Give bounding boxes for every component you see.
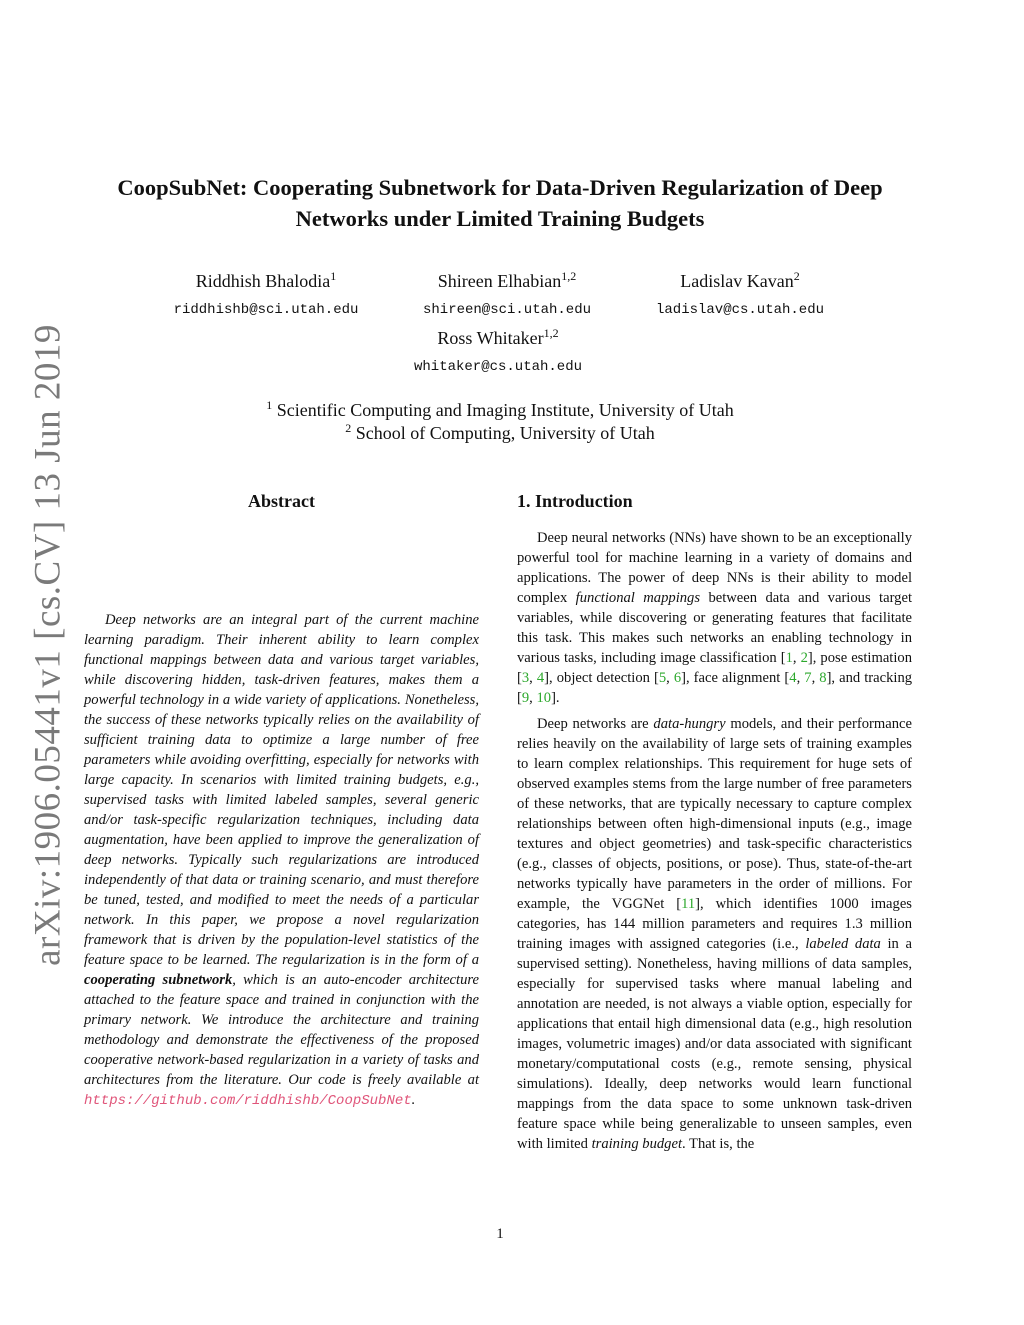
citation-link[interactable]: 3 (521, 670, 530, 686)
citation-link[interactable]: 8 (819, 670, 827, 686)
citation-link[interactable]: 4 (536, 670, 545, 686)
author-name: Shireen Elhabian$^{1,2}$ (437, 269, 577, 291)
author-block (368, 327, 628, 376)
affiliation: $^1$ Scientific Computing and Imaging Institute, University of Utah (266, 398, 734, 420)
author-name: Riddhish Bhalodia$^1$ (195, 269, 337, 291)
abstract-heading: Abstract (248, 491, 315, 511)
abstract-bold-term: cooperating subnetwork (84, 972, 233, 988)
author-email[interactable]: ladislav@cs.utah.edu (655, 302, 825, 318)
citation-link[interactable]: 2 (800, 650, 808, 666)
author-email[interactable]: riddhishb@sci.utah.edu (173, 302, 359, 318)
intro-paragraph-2: Deep networks are data-hungry models, and their performance relies heavily on the availability of large sets of training examples to learn complex relationships. This requirement for huge sets of observed examples stems from the large number of free parameters of these networks, that are typically necessary to capture complex relationships between often high-dimensional inputs (e.g., image textures and object geometries) and task-specific characteristics (e.g., classes of objects, positions, or pose). Thus, state-of-the-art networks typically have parameters in the order of millions. For example, the VGGNet [11], which identifies 1000 images categories, has 144 million parameters and requires 1.3 million training images with assigned categories (i.e., labeled data in a supervised setting). Nonetheless, having millions of data samples, especially for supervised tasks where manual labeling and annotation are needed, is not always a viable option, especially for applications that entail high dimensional data (e.g., high resolution images, volumetric images) and/or data associated with significant monetary/computational costs (e.g., remote sensing, physical simulations). Ideally, deep networks would learn functional mappings from the data space to some unknown task-driven feature space while being generalizable to unseen samples, even with limited training budget. That is, the (517, 716, 912, 1152)
author-email[interactable]: shireen@sci.utah.edu (422, 302, 592, 318)
paper-title (80, 172, 920, 234)
introduction-text (517, 528, 912, 1160)
arxiv-stamp[interactable]: arXiv:1906.05441v1 [cs.CV] 13 Jun 2019 (27, 324, 69, 966)
author-name: Ladislav Kavan$^2$ (680, 269, 800, 291)
intro-paragraph-1: Deep neural networks (NNs) have shown to be an exceptionally powerful tool for machine learning in a variety of domains and applications. The power of deep NNs is their ability to model complex functional mappings between data and various target variables, while discovering or generating features that facilitate this task. This makes such networks an enabling technology in various tasks, including image classification [1, 2], pose estimation [3, 4], object detection [5, 6], face alignment [4, 7, 8], and tracking [9, 10]. (517, 530, 913, 706)
author-email[interactable]: whitaker@cs.utah.edu (413, 359, 583, 375)
introduction-heading: 1. Introduction (517, 491, 633, 511)
author-name: Ross Whitaker$^{1,2}$ (437, 326, 559, 348)
citation-link[interactable]: 11 (681, 896, 696, 912)
author-block (136, 270, 396, 319)
code-link[interactable]: https://github.com/riddhishb/CoopSubNet (84, 1093, 412, 1109)
author-block (377, 270, 637, 319)
citation-link[interactable]: 6 (673, 670, 682, 686)
affiliation: $^2$ School of Computing, University of Utah (345, 421, 655, 443)
citation-link[interactable]: 1 (785, 650, 793, 666)
title-line-1: CoopSubNet: Cooperating Subnetwork for Data-Driven Regularization of Deep (117, 175, 883, 200)
citation-link[interactable]: 9 (521, 690, 530, 706)
title-line-2: Networks under Limited Training Budgets (295, 206, 705, 231)
abstract-text: Deep networks are an integral part of the current machine learning paradigm. Their inherent ability to learn complex functional mappings between data and various target variables, while discovering hidden, task-driven features, makes them a powerful technology in a wide variety of applications. Nonetheless, the success of these networks typically relies on the availability of sufficient training data to optimize a large number of free parameters while avoiding overfitting, especially for networks with large capacity. In scenarios with limited training budgets, e.g., supervised tasks with limited labeled samples, several generic and/or task-specific regularization techniques, including data augmentation, have been applied to improve the generalization of deep networks. Typically such regularizations are introduced independently of that data or training scenario, and must therefore be tuned, tested, and modified to meet the needs of a particular network. In this paper, we propose a novel regularization framework that is driven by the population-level statistics of the feature space to be learned. The regularization is in the form of a cooperating subnetwork, which is an auto-encoder architecture attached to the feature space and trained in conjunction with the primary network. We introduce the architecture and training methodology and demonstrate the effectiveness of the proposed cooperative network-based regularization in a variety of tasks and architectures from the literature. Our code is freely available at https://github.com/riddhishb/CoopSubNet. (84, 612, 479, 1109)
citation-link[interactable]: 7 (804, 670, 812, 686)
citation-link[interactable]: 10 (536, 690, 552, 706)
page-number: 1 (496, 1226, 504, 1242)
citation-link[interactable]: 5 (658, 670, 667, 686)
citation-link[interactable]: 4 (789, 670, 797, 686)
author-block (610, 270, 870, 319)
